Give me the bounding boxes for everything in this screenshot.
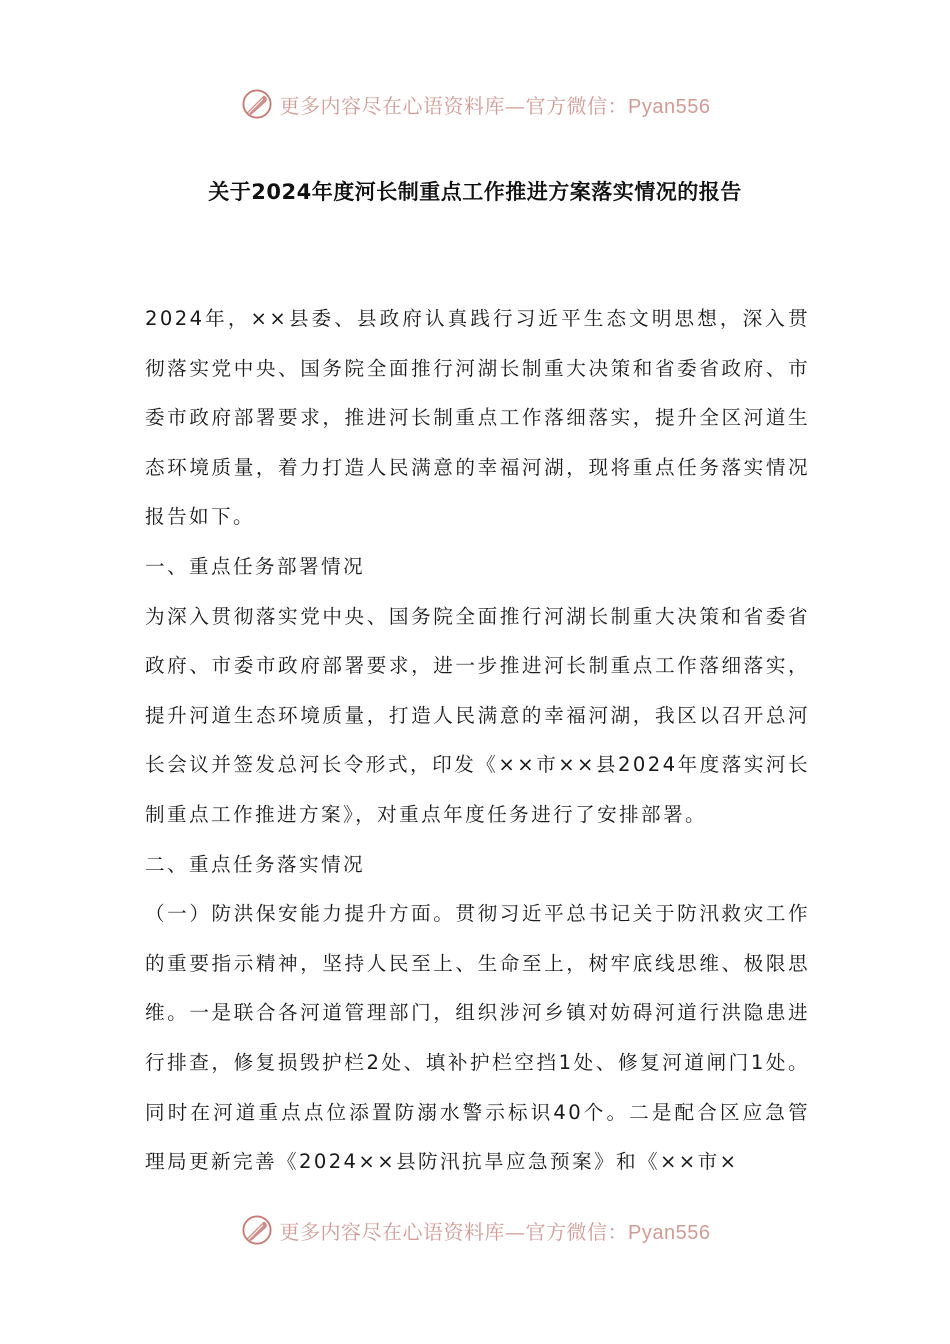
watermark-header: [0, 82, 950, 126]
section-1-paragraph: 为深入贯彻落实党中央、国务院全面推行河湖长制重大决策和省委省政府、市委市政府部署要求，进一步推进河长制重点工作落细落实，提升河道生态环境质量，打造人民满意的幸福河湖，我区以召开总河长会议并签发总河长令形式，印发《××市××县2024年度落实河长制重点工作推进方案》，对重点年度任务进行了安排部署。: [145, 604, 810, 826]
section-2-paragraph: （一）防洪保安能力提升方面。贯彻习近平总书记关于防汛救灾工作的重要指示精神，坚持人民至上、生命至上，树牢底线思维、极限思维。一是联合各河道管理部门，组织涉河乡镇对妨碍河道行洪隐患进行排查，修复损毁护栏2处、填补护栏空挡1处、修复河道闸门1处。同时在河道重点点位添置防溺水警示标识40个。二是配合区应急管理局更新完善《2024××县防汛抗旱应急预案》和《××市×: [145, 902, 810, 1174]
watermark-text: [280, 90, 711, 119]
watermark-prefix: 更多内容尽在心语资料库—官方微信：: [279, 1219, 629, 1244]
feather-pen-logo-icon: [240, 87, 274, 121]
feather-pen-logo-icon: [240, 1213, 274, 1247]
watermark-footer: [0, 1208, 950, 1252]
watermark-brand: Pyan556: [628, 1221, 711, 1244]
document-title: 关于2024年度河长制重点工作推进方案落实情况的报告: [208, 180, 742, 204]
document-body: [145, 294, 810, 1187]
watermark-text: [280, 1216, 711, 1245]
watermark-brand: Pyan556: [628, 95, 711, 118]
watermark-prefix: 更多内容尽在心语资料库—官方微信：: [279, 93, 629, 118]
intro-paragraph: 2024年，××县委、县政府认真践行习近平生态文明思想，深入贯彻落实党中央、国务院全面推行河湖长制重大决策和省委省政府、市委市政府部署要求，推进河长制重点工作落细落实，提升全区河道生态环境质量，着力打造人民满意的幸福河湖，现将重点任务落实情况报告如下。: [145, 307, 810, 529]
section-heading-2: 二、重点任务落实情况: [145, 852, 365, 876]
section-heading-1: 一、重点任务部署情况: [145, 554, 365, 578]
